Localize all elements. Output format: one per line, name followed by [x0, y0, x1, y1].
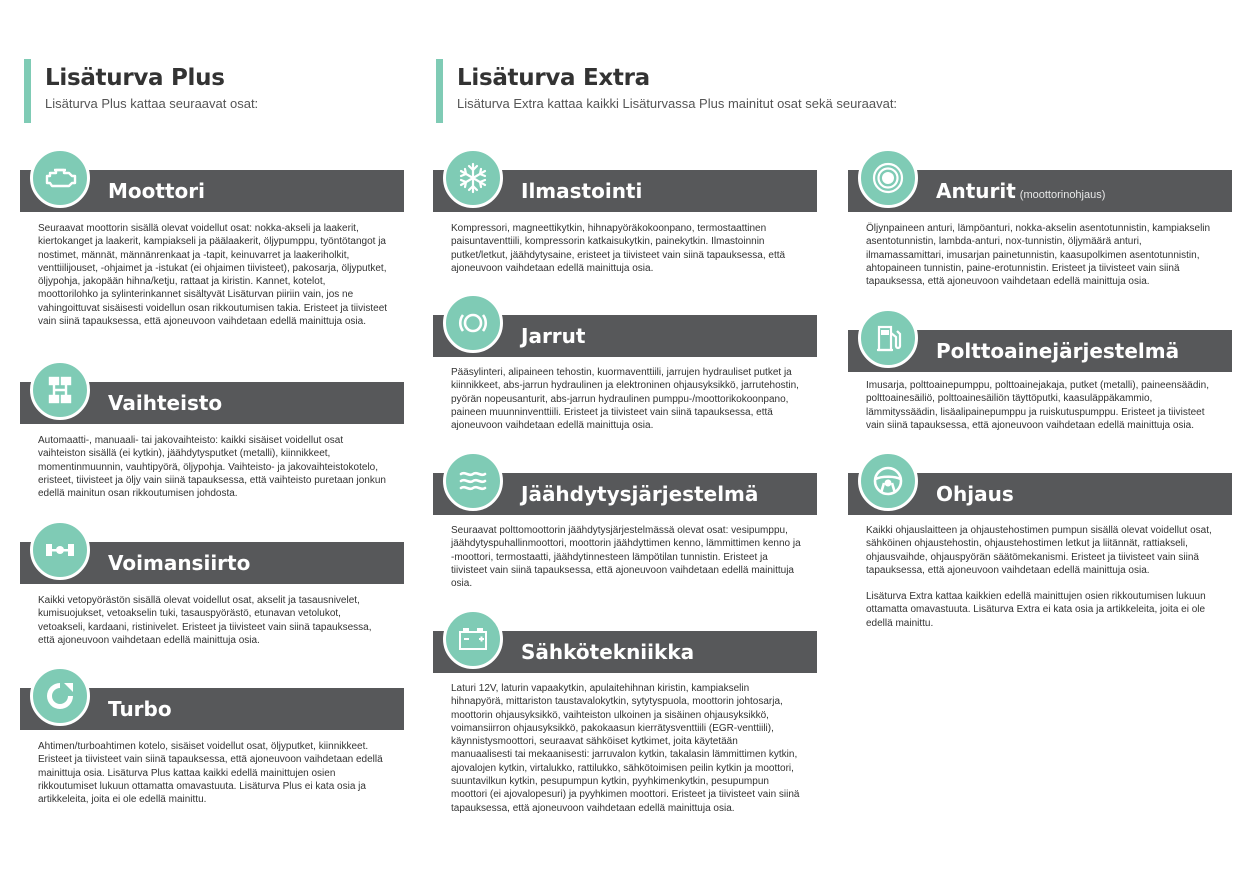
section-paragraph: Kompressori, magneettikytkin, hihnapyöräkokoonpano, termostaattinen paisuntaventtiili, kompressorin katkaisukytkin, painekytkin. Ilmastoinnin putket/letkut, jäähdytysaine, eristeet ja tiivisteet vain siinä tapauksessa, että ajoneuvoon vaihdetaan edellä mainittuja osia.: [451, 223, 786, 274]
gearbox-icon: [30, 360, 90, 420]
section-vaihteisto: [20, 362, 404, 512]
section-title: Jarrut: [521, 324, 586, 348]
section-polttoaine: [848, 308, 1232, 448]
battery-icon: [443, 609, 503, 669]
section-paragraph: Öljynpaineen anturi, lämpöanturi, nokka-akselin asentotunnistin, kampiakselin asentotunnistin, lambda-anturi, nox-tunnistin, öljymäärä anturi, ilmamassamittari, imusarjan painetunnistin, kaasupolkimen asentotunnistin, ahtopaineen tunnistin, paine-erotunnistin. Eristeet ja tiivisteet vain siinä tapauksessa, että ajoneuvoon vaihdetaan edellä mainittuja osia.: [866, 223, 1211, 288]
section-text: [451, 682, 801, 815]
section-paragraph: Seuraavat polttomoottorin jäähdytysjärjestelmässä olevat osat: vesipumppu, jäähdytyspuhallinmoottori, moottorin jäähdyttimen kenno, lämmittimen kenno ja -moottori, termostaatti, jäähdytinnesteen lämpötilan tunnistin. Eristeet ja tiivisteet vain siinä tapauksessa, että ajoneuvoon vaihdetaan edellä mainittuja osia.: [451, 525, 801, 590]
section-title: Ohjaus: [936, 482, 1014, 506]
section-text: [866, 379, 1216, 432]
section-jaahdytys: [433, 452, 817, 602]
section-title-note: (moottorinohjaus): [1019, 189, 1106, 201]
section-anturit: [848, 150, 1232, 300]
brake-icon: [443, 293, 503, 353]
section-jarrut: [433, 294, 817, 444]
section-paragraph: Imusarja, polttoainepumppu, polttoainejakaja, putket (metalli), paineensäädin, polttoainesäiliö, polttoainesäiliön täyttöputki, kaasuläppäkammio, lämmityssäädin, lisäalipainepumppu ja ruiskutuspumppu. Eristeet ja tiivisteet vain siinä tapauksessa, että ajoneuvoon vaihdetaan edellä mainittuja osia.: [866, 380, 1209, 431]
fuel-pump-icon: [858, 308, 918, 368]
section-title: Turbo: [108, 697, 172, 721]
snowflake-icon: [443, 148, 503, 208]
section-text: [866, 222, 1216, 288]
section-turbo: [20, 666, 404, 846]
section-ilmastointi: [433, 150, 817, 290]
plus-subtitle: Lisäturva Plus kattaa seuraavat osat:: [45, 96, 259, 111]
section-text: [38, 222, 388, 328]
steering-wheel-icon: [858, 451, 918, 511]
coolant-icon: [443, 451, 503, 511]
section-text: [451, 366, 801, 432]
section-title: Ilmastointi: [521, 179, 643, 203]
section-title: Jäähdytysjärjestelmä: [521, 482, 759, 506]
plus-header: [24, 59, 258, 123]
section-sahko: [433, 610, 817, 840]
section-paragraph: Automaatti-, manuaali- tai jakovaihteisto: kaikki sisäiset voidellut osat vaihteiston sisällä (ei kytkin), jäähdytysputket (metalli), kiinnikkeet, momentinmuunnin, vauhtipyörä, öljypohja. Vaihteisto- ja jakovaihteistokotelo, eristeet, tiivisteet ja öljy vain siinä tapauksessa, että vaihteisto puretaan jonkun edellä mainitun osan rikkoutumisen johdosta.: [38, 435, 386, 500]
section-paragraph: Kaikki vetopyörästön sisällä olevat voidellut osat, akselit ja tasausnivelet, kumisuojukset, vetoakselin tuki, tasauspyörästö, etunavan vetolukot, vetoakseli, kardaani, ristinivelet. Eristeet ja tiivisteet vain siinä tapauksessa, että ajoneuvoon vaihdetaan edellä mainittuja osia.: [38, 595, 372, 646]
extra-header: [436, 59, 897, 123]
extra-subtitle: Lisäturva Extra kattaa kaikki Lisäturvassa Plus mainitut osat sekä seuraavat:: [457, 96, 898, 111]
section-title: Vaihteisto: [108, 391, 223, 415]
section-text: [451, 524, 801, 590]
section-title: [936, 170, 1105, 216]
section-paragraph: Kaikki ohjauslaitteen ja ohjaustehostimen pumpun sisällä olevat voidellut osat, sähköinen ohjaustehostin, ohjaustehostimen letkut ja liitännät, rattiakseli, ohjausvaihde, ohjauspyörän säätömekanismi. Eristeet ja tiivisteet vain siinä tapauksessa, että ajoneuvoon vaihdetaan edellä mainittuja osia.: [866, 525, 1212, 576]
section-text: [38, 594, 388, 647]
section-title: Voimansiirto: [108, 551, 251, 575]
section-title: Polttoainejärjestelmä: [936, 339, 1180, 363]
section-text: [38, 740, 388, 806]
section-title: Sähkötekniikka: [521, 640, 695, 664]
extra-title: Lisäturva Extra: [457, 65, 650, 91]
section-moottori: [20, 150, 404, 350]
section-paragraph: Pääsylinteri, alipaineen tehostin, kuormaventtiili, jarrujen hydrauliset putket ja kiinnikkeet, abs-jarrun hydraulinen ja elektroninen ohjausyksikkö, jarrutehostin, pyörän nopeusanturit, abs-jarrun hydraulinen pumppu-/moottorikokoonpano, paineen muunninventtiili. Eristeet ja tiivisteet vain siinä tapauksessa, että ajoneuvoon vaihdetaan edellä mainittuja osia.: [451, 367, 799, 432]
section-voimansiirto: [20, 520, 404, 660]
section-paragraph: Seuraavat moottorin sisällä olevat voidellut osat: nokka-akseli ja laakerit, kiertokanget ja laakerit, kampiakseli ja päälaakerit, öljypumppu, työntötangot ja nostimet, männät, männänrenkaat ja -tapit, keinuvarret ja laakeriholkit, venttiilijouset, -ohjaimet ja -istukat (ei ohjaimen tiivisteet), pakosarja, öljyputket, öljypohja, jakopään hihna/ketju, rattaat ja kiristin. Kannet, kotelot, moottorilohko ja sylinterinkannet sisältyvät Lisäturvan piiriin vain, jos ne vahingoittuvat sisäisesti voidellun osan rikkoutumisen takia. Eristeet ja tiivisteet vain siinä tapauksessa, että ajoneuvoon vaihdetaan edellä mainittuja osia.: [38, 223, 388, 328]
section-ohjaus: [848, 452, 1232, 642]
section-text: [38, 434, 388, 500]
turbo-icon: [30, 666, 90, 726]
section-paragraph-2: Lisäturva Extra kattaa kaikkien edellä mainittujen osien rikkoutumisen lukuun ottamatta omavastuuta. Lisäturva Extra ei kata osia ja artikkeleita, joita ei ole edellä mainittu.: [866, 591, 1206, 629]
engine-icon: [30, 148, 90, 208]
section-title-text: Anturit: [936, 179, 1016, 203]
section-paragraph: Laturi 12V, laturin vapaakytkin, apulaitehihnan kiristin, kampiakselin hihnapyörä, mittariston taustavalokytkin, sytytyspuola, moottorin johtosarja, moottorin ohjausyksikkö, vaihteiston ulkoinen ja sisäinen ohjausyksikkö, voimansiirron ohjausyksikkö, pakokaasun kierrätysventtiili (EGR-venttiili), käynnistysmoottori, seuraavat sähköiset kytkimet, joita käytetään manuaalisesti tai mekaanisesti: jarruvalon kytkin, takalasin lämmittimen kytkin, ajovalojen kytkin, virtalukko, rattilukko, sähkötoimisen peilin kytkin ja moottori, suuntavilkun kytkin, pesupumpun kytkin, pyyhkimenkytkin, pesupumpun moottori (ei ajovalopesuri) ja pyyhkimen moottori. Eristeet ja tiivisteet vain siinä tapauksessa, että ajoneuvoon vaihdetaan edellä mainittuja osia.: [451, 683, 800, 814]
section-text: [866, 524, 1216, 630]
driveshaft-icon: [30, 520, 90, 580]
sensor-icon: [858, 148, 918, 208]
section-text: [451, 222, 801, 275]
section-title: Moottori: [108, 179, 205, 203]
section-paragraph: Ahtimen/turboahtimen kotelo, sisäiset voidellut osat, öljyputket, kiinnikkeet. Eristeet ja tiivisteet vain siinä tapauksessa, että ajoneuvoon vaihdetaan edellä mainittuja osia. Lisäturva Plus kattaa kaikki edellä mainittujen osien rikkoutumiset lukuun ottamatta omavastuuta. Lisäturva Plus ei kata osia ja artikkeleita, joita ei ole edellä mainittu.: [38, 741, 383, 806]
plus-title: Lisäturva Plus: [45, 65, 225, 91]
